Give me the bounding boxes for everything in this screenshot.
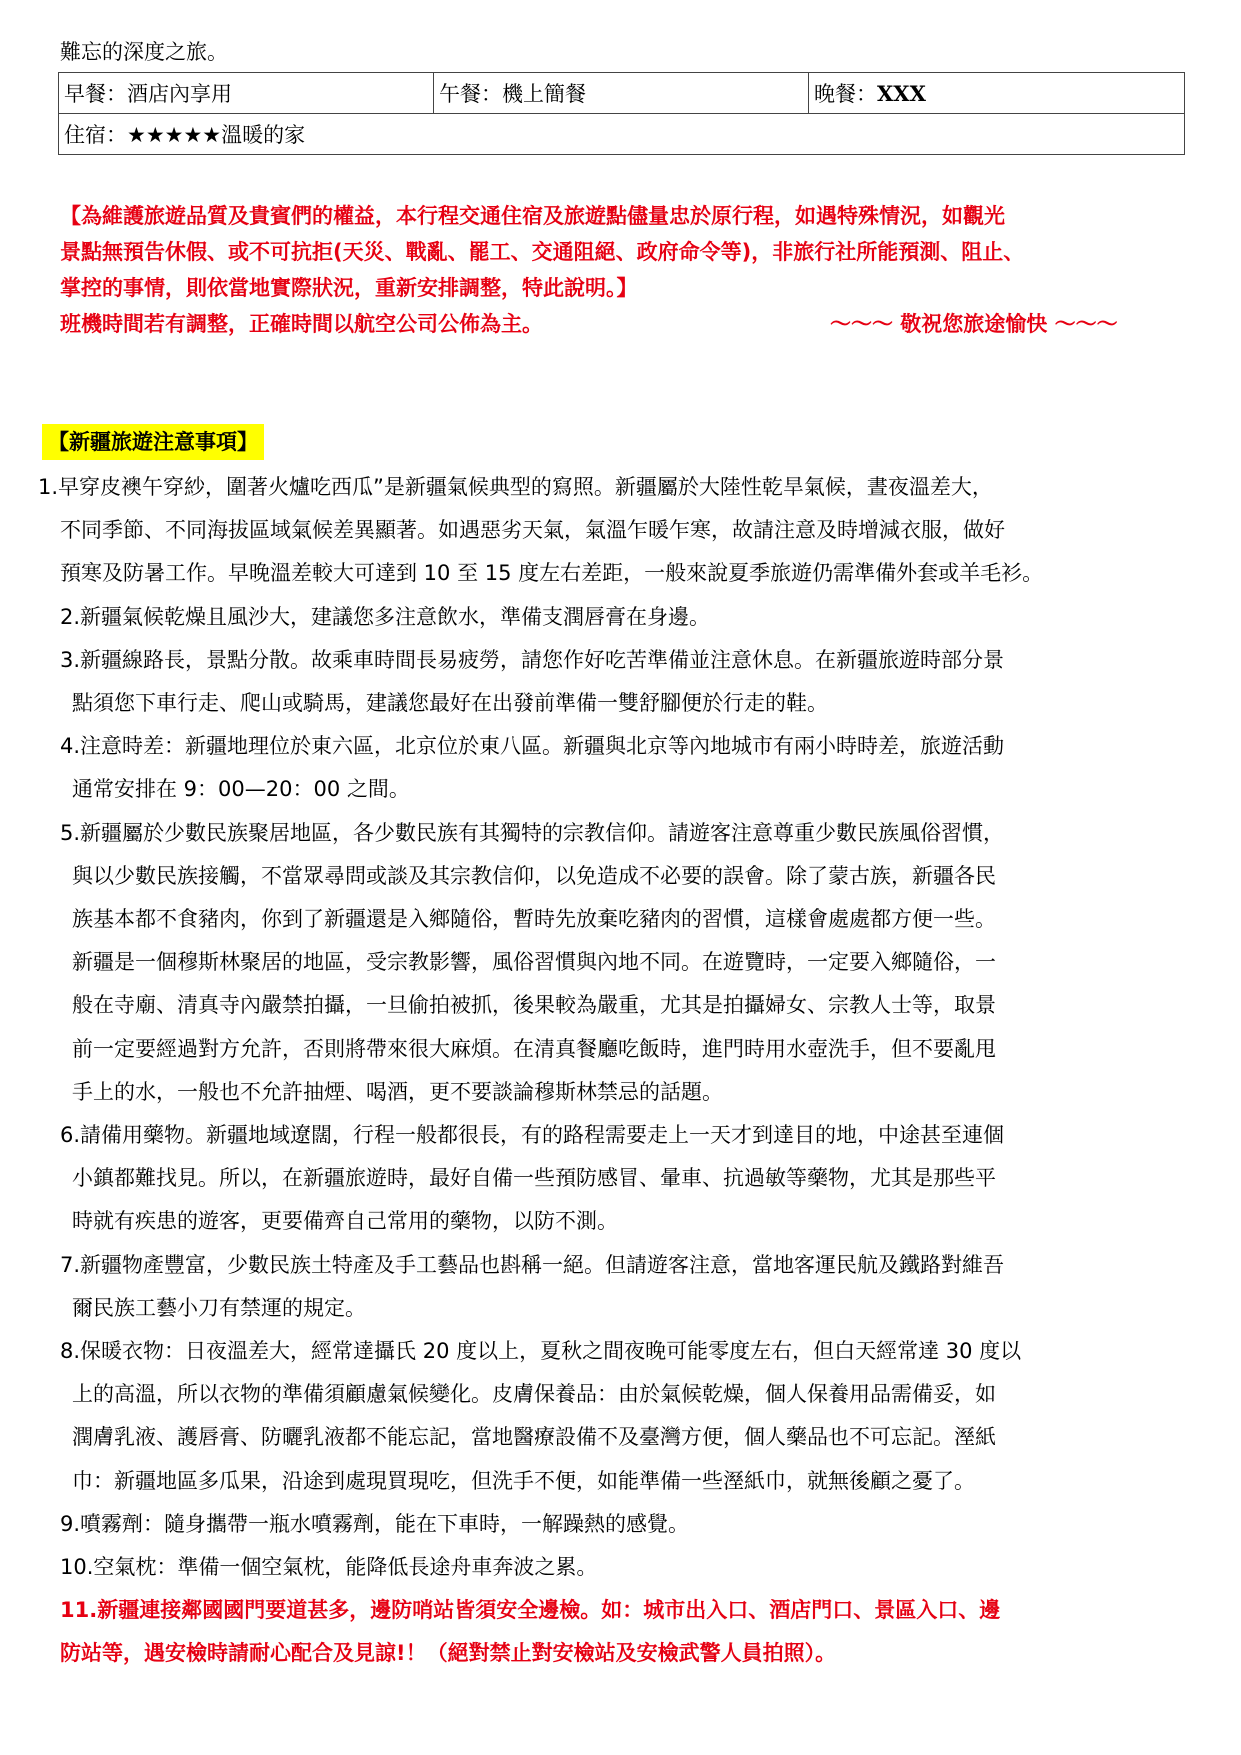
note-item [38, 1589, 1188, 1675]
note-line: 點須您下車行走、爬山或騎馬，建議您最好在出發前準備一雙舒腳便於行走的鞋。 [72, 691, 828, 716]
note-line: 小鎮都難找見。所以，在新疆旅遊時，最好自備一些預防感冒、暈車、抗過敏等藥物，尤其是那些平 [72, 1166, 996, 1191]
note-line: 防站等，遇安檢時請耐心配合及見諒!！（絕對禁止對安檢站及安檢武警人員拍照）。 [60, 1641, 837, 1666]
itinerary-notice [60, 198, 1190, 342]
travel-notes-list [38, 466, 1188, 1676]
note-line: 爾民族工藝小刀有禁運的規定。 [72, 1295, 366, 1320]
lunch-cell: 午餐：機上簡餐 [434, 73, 809, 114]
note-line: 潤膚乳液、護唇膏、防曬乳液都不能忘記，當地醫療設備不及臺灣方便，個人藥品也不可忘記。溼紙 [72, 1425, 996, 1450]
note-line: 時就有疾患的遊客，更要備齊自己常用的藥物，以防不測。 [72, 1209, 618, 1234]
note-line: 族基本都不食豬肉，你到了新疆還是入鄉隨俗，暫時先放棄吃豬肉的習慣，這樣會處處都方便一些。 [72, 907, 996, 932]
travel-wish: ～～～ 敬祝您旅途愉快 ～～～ [830, 312, 1118, 336]
note-line: 般在寺廟、清真寺內嚴禁拍攝，一旦偷拍被抓，後果較為嚴重，尤其是拍攝婦女、宗教人士等，取景 [72, 993, 996, 1018]
note-line: 新疆是一個穆斯林聚居的地區，受宗教影響，風俗習慣與內地不同。在遊覽時，一定要入鄉隨俗，一 [72, 950, 996, 975]
note-line: 與以少數民族接觸，不當眾尋問或談及其宗教信仰，以免造成不必要的誤會。除了蒙古族，新疆各民 [72, 863, 996, 888]
note-item [38, 1114, 1188, 1244]
breakfast-cell: 早餐：酒店內享用 [59, 73, 434, 114]
note-line: 上的高溫，所以衣物的準備須顧慮氣候變化。皮膚保養品：由於氣候乾燥，個人保養用品需備妥，如 [72, 1382, 996, 1407]
flight-time-text: 班機時間若有調整，正確時間以航空公司公佈為主。 [60, 312, 543, 336]
note-item [38, 466, 1188, 596]
note-item [38, 1244, 1188, 1330]
note-line: 9.噴霧劑：隨身攜帶一瓶水噴霧劑，能在下車時，一解躁熱的感覺。 [60, 1511, 690, 1536]
notice-line: 景點無預告休假、或不可抗拒(天災、戰亂、罷工、交通阻絕、政府命令等)，非旅行社所能預測、阻止、 [60, 240, 1025, 264]
lodging-row [59, 114, 1185, 155]
note-item [38, 725, 1188, 811]
note-line: 1.早穿皮襖午穿紗，圍著火爐吃西瓜”是新疆氣候典型的寫照。新疆屬於大陸性乾旱氣候，晝夜溫差大， [38, 475, 993, 499]
note-line: 7.新疆物產豐富，少數民族土特產及手工藝品也斟稱一絕。但請遊客注意，當地客運民航及鐵路對維吾 [60, 1252, 1005, 1277]
notice-line: 掌控的事情，則依當地實際狀況，重新安排調整，特此說明。】 [60, 276, 638, 300]
section-title: 【新疆旅遊注意事項】 [42, 424, 264, 460]
note-line: 6.請備用藥物。新疆地域遼闊，行程一般都很長，有的路程需要走上一天才到達目的地，中途甚至連個 [60, 1123, 1005, 1148]
note-line: 前一定要經過對方允許，否則將帶來很大麻煩。在清真餐廳吃飯時，進門時用水壺洗手，但不要亂甩 [72, 1036, 996, 1061]
note-item [38, 639, 1188, 725]
note-line: 手上的水，一般也不允許抽煙、喝酒，更不要談論穆斯林禁忌的話題。 [72, 1079, 723, 1104]
note-line: 預寒及防暑工作。早晚溫差較大可達到 10 至 15 度左右差距，一般來說夏季旅遊仍需準備外套或羊毛衫。 [60, 561, 1044, 586]
note-item [38, 596, 1188, 639]
note-item [38, 1330, 1188, 1503]
note-line: 通常安排在 9：00—20：00 之間。 [72, 777, 410, 802]
lodging-cell: 住宿：★★★★★溫暖的家 [59, 114, 1185, 155]
note-line: 8.保暖衣物：日夜溫差大，經常達攝氏 20 度以上，夏秋之間夜晚可能零度左右，但白天經常達 30 度以 [60, 1339, 1022, 1364]
dinner-cell [809, 73, 1185, 114]
note-line: 2.新疆氣候乾燥且風沙大，建議您多注意飲水，準備支潤唇膏在身邊。 [60, 604, 711, 629]
note-line: 3.新疆線路長，景點分散。故乘車時間長易疲勞，請您作好吃苦準備並注意休息。在新疆旅遊時部分景 [60, 647, 1005, 672]
dinner-value: XXX [877, 81, 926, 106]
note-line: 不同季節、不同海拔區域氣候差異顯著。如遇惡劣天氣，氣溫乍暖乍寒，故請注意及時增減衣服，做好 [60, 518, 1005, 543]
note-item [38, 1503, 1188, 1546]
note-line: 10.空氣枕：準備一個空氣枕，能降低長途舟車奔波之累。 [60, 1555, 598, 1580]
note-line: 4.注意時差：新疆地理位於東六區，北京位於東八區。新疆與北京等內地城市有兩小時時差，旅遊活動 [60, 734, 1005, 759]
dinner-label: 晚餐： [814, 82, 877, 106]
note-line: 5.新疆屬於少數民族聚居地區，各少數民族有其獨特的宗教信仰。請遊客注意尊重少數民族風俗習慣， [60, 820, 1005, 845]
note-line: 11.新疆連接鄰國國門要道甚多，邊防哨站皆須安全邊檢。如：城市出入口、酒店門口、景區入口、邊 [60, 1598, 1001, 1623]
note-item [38, 1546, 1188, 1589]
meal-table [58, 72, 1185, 155]
notice-line: 【為維護旅遊品質及貴賓們的權益，本行程交通住宿及旅遊點儘量忠於原行程，如遇特殊情況，如觀光 [60, 204, 1005, 228]
note-line: 巾：新疆地區多瓜果，沿途到處現買現吃，但洗手不便，如能準備一些溼紙巾，就無後顧之憂了。 [72, 1468, 975, 1493]
meal-row [59, 73, 1185, 114]
flight-time-note [60, 306, 1190, 342]
note-item [38, 812, 1188, 1114]
intro-text: 難忘的深度之旅。 [60, 40, 228, 64]
